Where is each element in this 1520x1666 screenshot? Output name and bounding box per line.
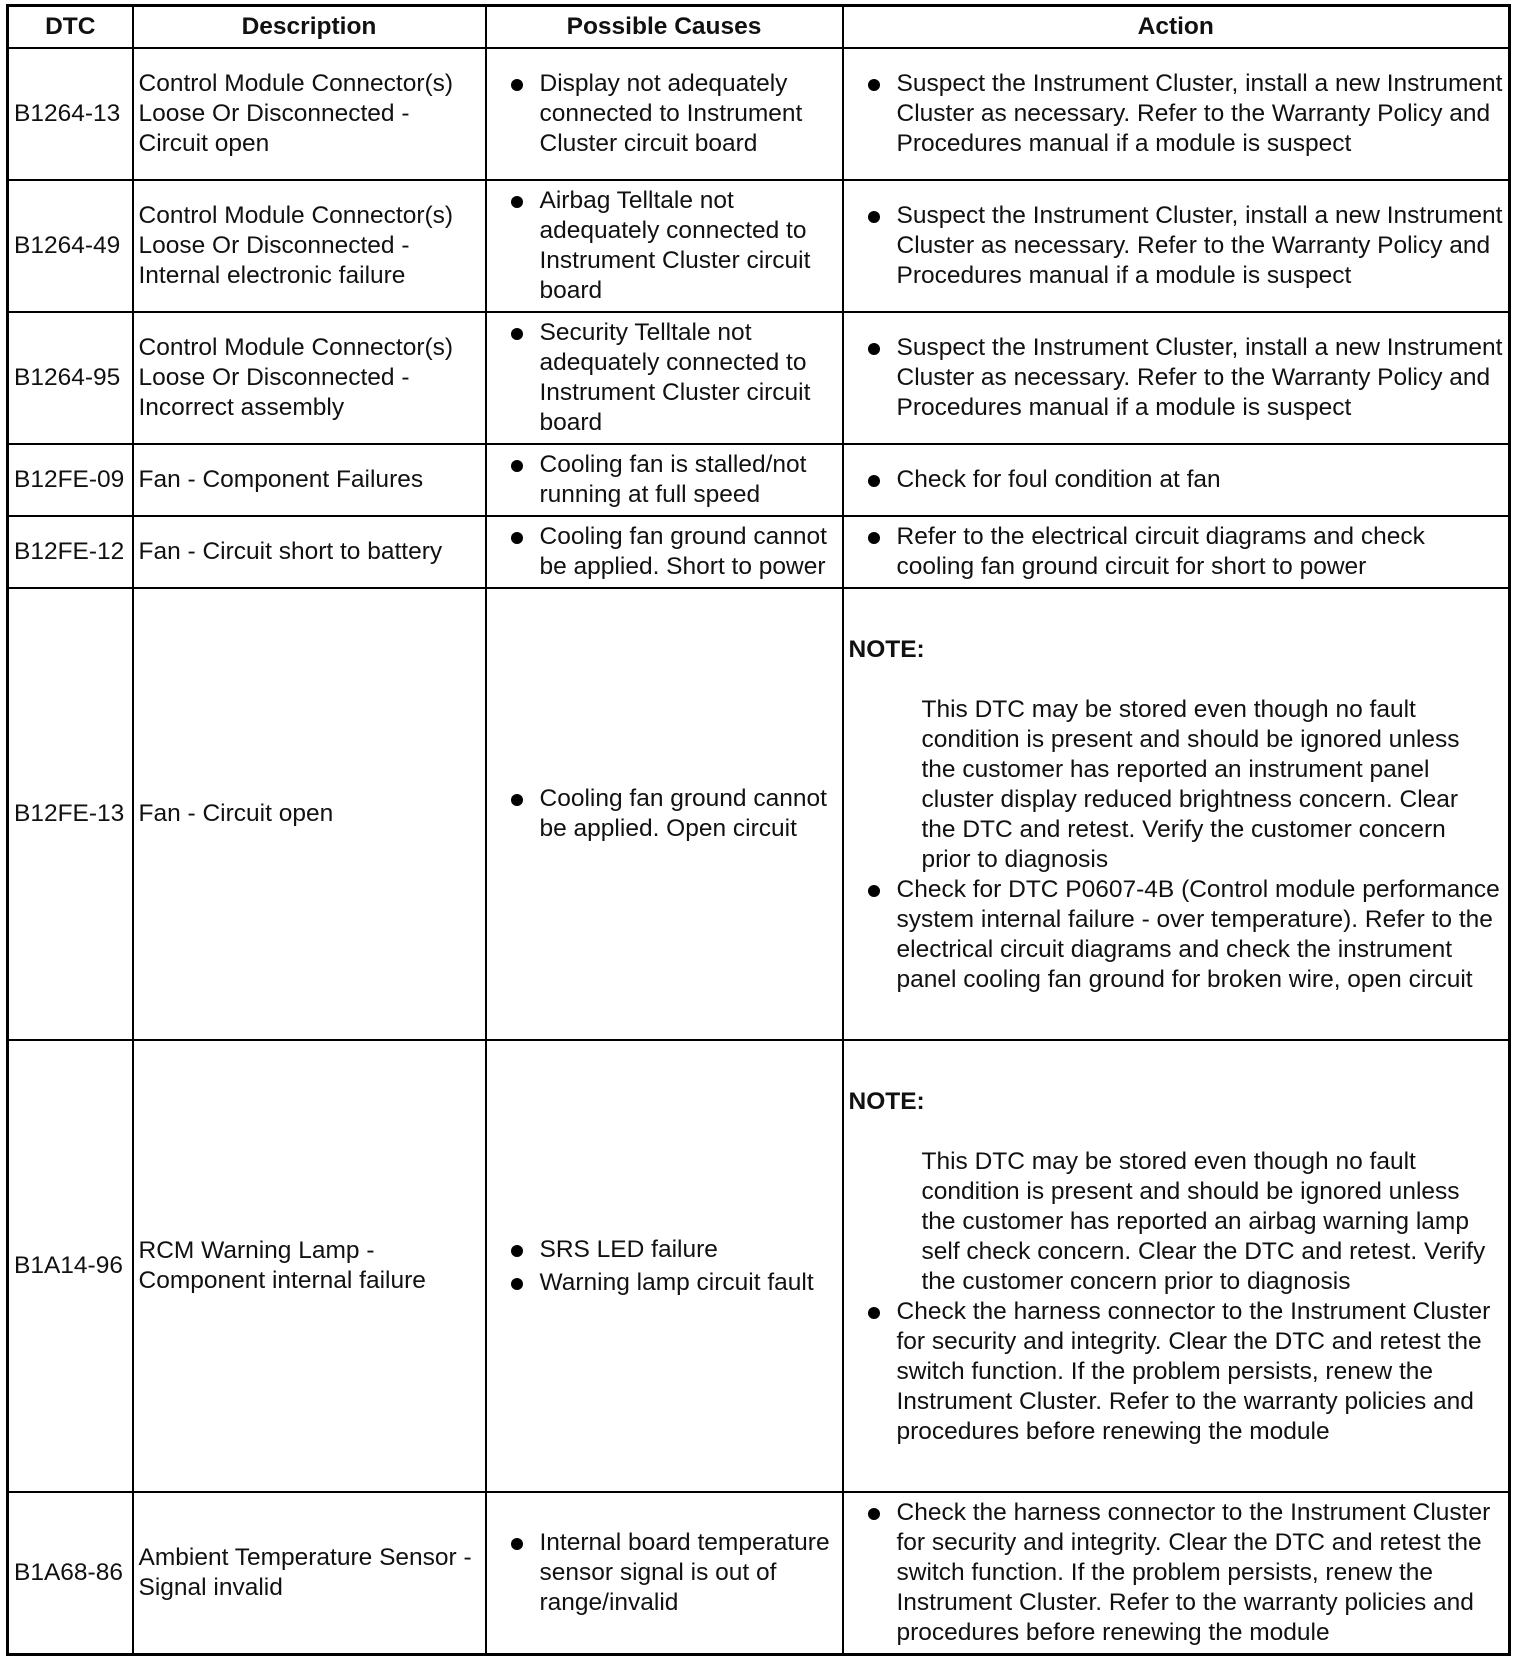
action-cell bbox=[843, 588, 1510, 1040]
table-row bbox=[8, 48, 1510, 180]
action-cell bbox=[843, 1040, 1510, 1492]
dtc-description: Control Module Connector(s) Loose Or Disconnected - Incorrect assembly bbox=[133, 312, 486, 444]
action-item: Check the harness connector to the Instrument Cluster for security and integrity. Clear the DTC and retest the switch function. If the problem persists, renew the Instrument Cluster. Refer to the warranty policies and procedures before renewing the module bbox=[849, 1297, 1504, 1447]
header-description: Description bbox=[133, 6, 486, 49]
cause-item: Cooling fan ground cannot be applied. Open circuit bbox=[492, 784, 837, 844]
dtc-code: B1A14-96 bbox=[8, 1040, 133, 1492]
action-item: Suspect the Instrument Cluster, install a new Instrument Cluster as necessary. Refer to the Warranty Policy and Procedures manual if a module is suspect bbox=[849, 201, 1504, 291]
dtc-description: Fan - Circuit short to battery bbox=[133, 516, 486, 588]
header-possible-causes: Possible Causes bbox=[486, 6, 843, 49]
possible-causes-cell bbox=[486, 1040, 843, 1492]
table-row bbox=[8, 312, 1510, 444]
table-row bbox=[8, 1040, 1510, 1492]
dtc-description: Fan - Component Failures bbox=[133, 444, 486, 516]
possible-causes-cell bbox=[486, 516, 843, 588]
cause-item: Security Telltale not adequately connected to Instrument Cluster circuit board bbox=[492, 318, 837, 438]
dtc-code: B1264-95 bbox=[8, 312, 133, 444]
dtc-code: B1264-49 bbox=[8, 180, 133, 312]
note-label: NOTE: bbox=[848, 1088, 925, 1115]
possible-causes-cell bbox=[486, 444, 843, 516]
action-cell bbox=[843, 312, 1510, 444]
cause-item: Cooling fan is stalled/not running at full speed bbox=[492, 450, 837, 510]
cause-item: Cooling fan ground cannot be applied. Short to power bbox=[492, 522, 837, 582]
action-item: Check the harness connector to the Instrument Cluster for security and integrity. Clear the DTC and retest the switch function. If the problem persists, renew the Instrument Cluster. Refer to the warranty policies and procedures before renewing the module bbox=[849, 1498, 1504, 1648]
possible-causes-cell bbox=[486, 48, 843, 180]
header-action: Action bbox=[843, 6, 1510, 49]
dtc-code: B12FE-13 bbox=[8, 588, 133, 1040]
note-text: This DTC may be stored even though no fault condition is present and should be ignored unless the customer has reported an instrument panel cluster display reduced brightness concern. Clear the DTC and retest. Verify the customer concern prior to diagnosis bbox=[921, 696, 1460, 873]
action-cell bbox=[843, 48, 1510, 180]
cause-item: Warning lamp circuit fault bbox=[492, 1268, 837, 1298]
dtc-description: Control Module Connector(s) Loose Or Disconnected - Internal electronic failure bbox=[133, 180, 486, 312]
possible-causes-cell bbox=[486, 312, 843, 444]
dtc-code: B1264-13 bbox=[8, 48, 133, 180]
cause-item: SRS LED failure bbox=[492, 1235, 837, 1265]
dtc-table bbox=[6, 4, 1511, 1656]
possible-causes-cell bbox=[486, 180, 843, 312]
dtc-description: RCM Warning Lamp - Component internal failure bbox=[133, 1040, 486, 1492]
table-row bbox=[8, 1492, 1510, 1654]
table-row bbox=[8, 444, 1510, 516]
action-cell bbox=[843, 1492, 1510, 1654]
cause-item: Internal board temperature sensor signal is out of range/invalid bbox=[492, 1528, 837, 1618]
table-row bbox=[8, 516, 1510, 588]
action-item: Check for DTC P0607-4B (Control module performance system internal failure - over temperature). Refer to the electrical circuit diagrams and check the instrument panel cooling fan ground for broken wire, open circuit bbox=[849, 875, 1504, 995]
cause-item: Airbag Telltale not adequately connected to Instrument Cluster circuit board bbox=[492, 186, 837, 306]
note-label: NOTE: bbox=[848, 636, 925, 663]
table-header-row bbox=[8, 6, 1510, 49]
dtc-code: B12FE-12 bbox=[8, 516, 133, 588]
dtc-description: Control Module Connector(s) Loose Or Disconnected - Circuit open bbox=[133, 48, 486, 180]
table-row bbox=[8, 180, 1510, 312]
dtc-code: B12FE-09 bbox=[8, 444, 133, 516]
table-row bbox=[8, 588, 1510, 1040]
action-cell bbox=[843, 516, 1510, 588]
cause-item: Display not adequately connected to Instrument Cluster circuit board bbox=[492, 69, 837, 159]
action-item: Suspect the Instrument Cluster, install a new Instrument Cluster as necessary. Refer to the Warranty Policy and Procedures manual if a module is suspect bbox=[849, 69, 1504, 159]
dtc-code: B1A68-86 bbox=[8, 1492, 133, 1654]
action-cell bbox=[843, 444, 1510, 516]
action-cell bbox=[843, 180, 1510, 312]
dtc-document bbox=[6, 4, 1508, 1656]
dtc-description: Ambient Temperature Sensor - Signal invalid bbox=[133, 1492, 486, 1654]
dtc-description: Fan - Circuit open bbox=[133, 588, 486, 1040]
possible-causes-cell bbox=[486, 588, 843, 1040]
action-item: Check for foul condition at fan bbox=[849, 465, 1504, 495]
possible-causes-cell bbox=[486, 1492, 843, 1654]
header-dtc: DTC bbox=[8, 6, 133, 49]
action-item: Refer to the electrical circuit diagrams and check cooling fan ground circuit for short to power bbox=[849, 522, 1504, 582]
note-text: This DTC may be stored even though no fault condition is present and should be ignored unless the customer has reported an airbag warning lamp self check concern. Clear the DTC and retest. Verify the customer concern prior to diagnosis bbox=[921, 1148, 1486, 1295]
action-item: Suspect the Instrument Cluster, install a new Instrument Cluster as necessary. Refer to the Warranty Policy and Procedures manual if a module is suspect bbox=[849, 333, 1504, 423]
